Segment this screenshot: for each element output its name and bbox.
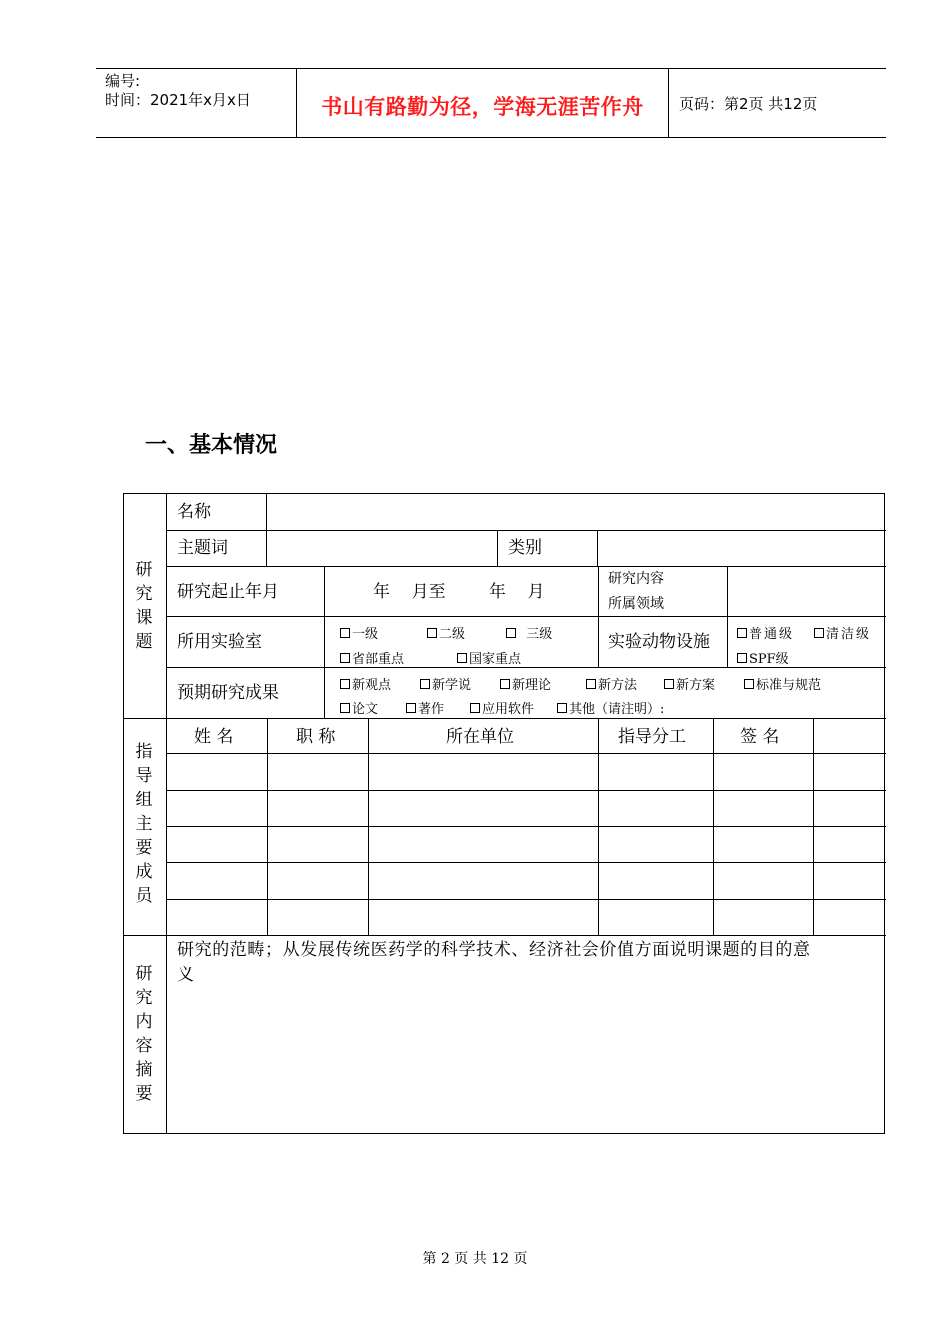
col-unit: 所在单位 — [446, 727, 514, 747]
abstract-hint-line2: 义 — [177, 965, 194, 985]
keywords-label: 主题词 — [177, 538, 228, 558]
time-label: 时间：2021年x月x日 — [105, 91, 251, 109]
checkbox-icon — [470, 703, 480, 713]
domain-label-2: 所属领域 — [608, 596, 664, 612]
checkbox-icon — [506, 628, 516, 638]
member-row[interactable] — [167, 827, 885, 861]
basic-info-form — [123, 493, 885, 1134]
header-meta-cell — [96, 69, 297, 137]
abstract-group-label: 研究内容摘要 — [135, 964, 153, 1104]
domain-label-1: 研究内容 — [608, 571, 664, 587]
col-title: 职 称 — [296, 727, 336, 747]
checkbox-icon — [744, 679, 754, 689]
period-value[interactable]: 年 月至 年 月 — [373, 582, 545, 602]
checkbox-icon — [340, 653, 350, 663]
outcome-option-5[interactable]: 新方案 — [664, 674, 715, 693]
name-field[interactable] — [267, 495, 885, 529]
outcome-label: 预期研究成果 — [177, 683, 279, 703]
checkbox-icon — [427, 628, 437, 638]
page-footer: 第 2 页 共 12 页 — [422, 1251, 528, 1267]
outcome-option-4[interactable]: 新方法 — [586, 674, 637, 693]
research-topic-group-label: 研究课题 — [135, 560, 153, 652]
lab-option-1[interactable]: 一级 — [340, 623, 378, 642]
outcome-option-6[interactable]: 标准与规范 — [744, 674, 821, 693]
col-signature: 签 名 — [740, 727, 780, 747]
checkbox-icon — [340, 703, 350, 713]
keywords-field[interactable] — [267, 531, 496, 565]
animal-option-2[interactable]: 清洁级 — [814, 623, 871, 642]
checkbox-icon — [457, 653, 467, 663]
outcome-option-9[interactable]: 应用软件 — [470, 698, 534, 717]
checkbox-icon — [420, 679, 430, 689]
outcome-option-2[interactable]: 新学说 — [420, 674, 471, 693]
outcome-option-1[interactable]: 新观点 — [340, 674, 391, 693]
member-row[interactable] — [167, 900, 885, 934]
member-row[interactable] — [167, 791, 885, 825]
checkbox-icon — [664, 679, 674, 689]
outcome-option-3[interactable]: 新理论 — [500, 674, 551, 693]
checkbox-icon — [737, 628, 747, 638]
member-row[interactable] — [167, 754, 885, 789]
number-label: 编号: — [105, 72, 141, 90]
category-field[interactable] — [598, 531, 885, 565]
guidance-group-label: 指导组主要成员 — [135, 742, 153, 906]
lab-option-3[interactable]: 三级 — [506, 623, 552, 642]
period-label: 研究起止年月 — [177, 582, 279, 602]
member-row[interactable] — [167, 863, 885, 898]
outcome-option-8[interactable]: 著作 — [406, 698, 444, 717]
animal-option-3[interactable]: SPF级 — [737, 648, 789, 667]
checkbox-icon — [500, 679, 510, 689]
col-division: 指导分工 — [618, 727, 686, 747]
checkbox-icon — [586, 679, 596, 689]
domain-field[interactable] — [728, 567, 885, 615]
abstract-field[interactable] — [167, 989, 885, 1133]
page-header — [96, 68, 886, 138]
category-label: 类别 — [508, 538, 542, 558]
header-page-cell — [669, 69, 886, 137]
section-title: 一、基本情况 — [145, 432, 278, 458]
motto: 书山有路勤为径，学海无涯苦作舟 — [321, 94, 644, 119]
page-label: 页码：第2页 共12页 — [679, 95, 818, 113]
lab-option-2[interactable]: 二级 — [427, 623, 465, 642]
name-label: 名称 — [177, 502, 211, 522]
lab-label: 所用实验室 — [177, 632, 262, 652]
outcome-option-7[interactable]: 论文 — [340, 698, 378, 717]
lab-option-4[interactable]: 省部重点 — [340, 648, 404, 667]
abstract-hint-line1: 研究的范畴；从发展传统医药学的科学技术、经济社会价值方面说明课题的目的意 — [177, 940, 811, 960]
animal-option-1[interactable]: 普通级 — [737, 623, 794, 642]
checkbox-icon — [737, 653, 747, 663]
checkbox-icon — [340, 628, 350, 638]
col-name: 姓 名 — [194, 727, 234, 747]
header-motto-cell — [297, 69, 669, 137]
checkbox-icon — [406, 703, 416, 713]
checkbox-icon — [814, 628, 824, 638]
checkbox-icon — [557, 703, 567, 713]
animal-label: 实验动物设施 — [608, 632, 710, 652]
outcome-option-10[interactable]: 其他（请注明）: — [557, 698, 664, 717]
checkbox-icon — [340, 679, 350, 689]
lab-option-5[interactable]: 国家重点 — [457, 648, 521, 667]
